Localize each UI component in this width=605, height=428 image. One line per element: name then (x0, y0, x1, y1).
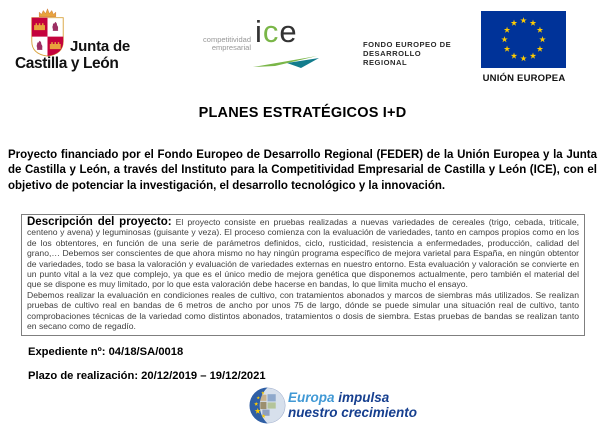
slogan-word-impulsa: impulsa (334, 390, 390, 405)
description-body-1: El proyecto consiste en pruebas realizadas a nuevas variedades de cereales (trigo, cebada, triticale, centeno y avena) y leguminosas (guisante y veza). El proceso comienza con la evaluación de variedades, tanto en campos propios como en los de los obtentores, en función de una serie de parámetros definidos, ciclo, rusticidad, resistencia a enfermedades, producción, calidad del grano,… Debemos ser conscientes de que ahora mismo no hay ningún programa específico de mejora varietal para España, en ningún obtentor de variedades, todo se basa la valoración y evaluación de variedades externas en nuestro entorno. Esta evaluación y valoración se convierte en un punto vital a la vez que complejo, ya que es el único medio de mejora genética que disponemos actualmente, pero también el material del que se dispone es muy limitado, por lo que esta valoración debe hacerse en bandas, lo que limita mucho el ensayo. (27, 217, 580, 290)
ice-tagline (183, 36, 251, 52)
eu-flag-icon (481, 11, 566, 68)
feder-label (363, 41, 451, 67)
page-title: PLANES ESTRATÉGICOS I+D (198, 105, 407, 121)
plazo-line (28, 370, 266, 382)
junta-name-line2: Castilla y León (15, 55, 119, 72)
ice-tagline-line2: empresarial (211, 43, 251, 52)
project-description-box (21, 214, 585, 336)
description-paragraph-2: Debemos realizar la evaluación en condiciones reales de cultivo, con tratamientos abonados y marcos de siembras más utilizados. Se realizan pruebas de cultivo real en bandas de 6 metros de ancho por unos 75 de largo, dónde se puede simular una situación real de cultivo, tanto comprobaciones técnicas de la variedad como distintos abonados, tratamientos o dosis de siembra. Estas pruebas de bandas se realizan tanto en secano como de regadío. (27, 289, 579, 332)
intro-paragraph: Proyecto financiado por el Fondo Europeo de Desarrollo Regional (FEDER) de la Unión Europea y la Junta de Castilla y León, a través del Instituto para la Competitividad Empresarial de Castilla y León (ICE), con el objetivo de potenciar la investigación, el desarrollo tecnológico y la innovación. (8, 148, 597, 193)
feder-line2: DESARROLLO (363, 48, 422, 58)
ice-wordmark (255, 14, 298, 50)
feder-line1: FONDO EUROPEO DE (363, 40, 452, 49)
expediente-line (28, 346, 183, 358)
eu-caption: UNIÓN EUROPEA (482, 73, 566, 84)
ice-swoosh-icon (253, 55, 319, 69)
description-label: Descripción del proyecto: (27, 216, 172, 228)
slogan-word-europa: Europa (288, 390, 335, 405)
plazo-value: 20/12/2019 – 19/12/2021 (141, 370, 266, 382)
ice-tagline-line1: competitividad (203, 35, 251, 44)
europa-slogan (288, 391, 417, 420)
ice-letter-i: i (255, 14, 263, 49)
plazo-label: Plazo de realización: (28, 370, 139, 382)
junta-castilla-leon-logo (15, 5, 137, 81)
expediente-label: Expediente nº: (28, 346, 106, 358)
ice-letter-e: e (279, 14, 298, 49)
description-paragraph-1 (27, 217, 579, 290)
expediente-value: 04/18/SA/0018 (108, 346, 184, 358)
europa-emblem-icon (249, 387, 286, 424)
feder-line3: REGIONAL (363, 57, 408, 67)
europa-impulsa-logo (249, 387, 417, 424)
junta-shield-icon (29, 7, 66, 57)
slogan-line2: nuestro crecimiento (288, 404, 418, 420)
slogan-line1 (288, 391, 417, 406)
ice-logo (183, 14, 323, 78)
junta-name-line1: Junta de (70, 38, 131, 55)
ice-letter-c: c (262, 14, 280, 49)
